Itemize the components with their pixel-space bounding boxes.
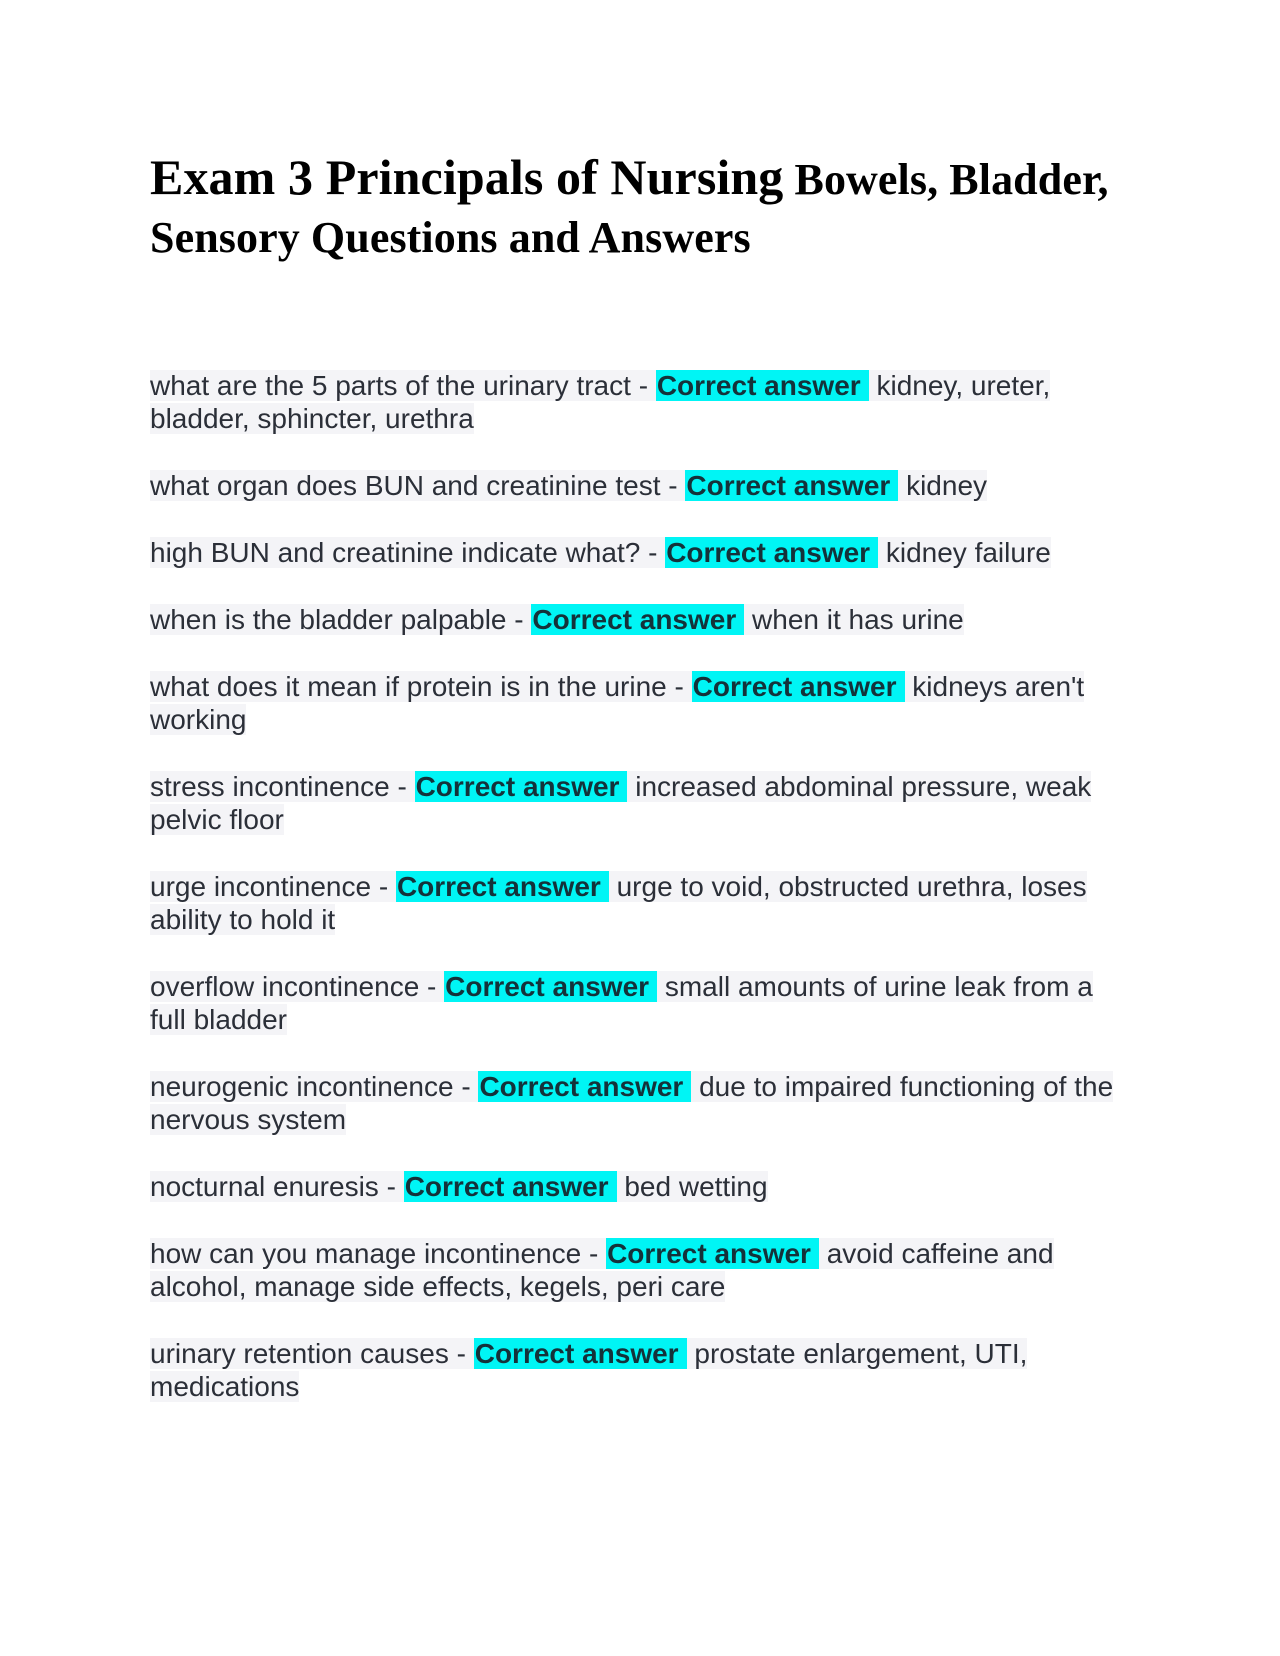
question-text: stress incontinence <box>150 771 390 802</box>
answer-text: small amounts of urine leak from a full bladder <box>150 971 1093 1035</box>
qa-item: when is the bladder palpable - Correct answer when it has urine <box>150 604 964 635</box>
qa-item: urinary retention causes - Correct answer prostate enlargement, UTI, medications <box>150 1338 1028 1402</box>
title-part-topic: Bowels, Bladder, <box>794 155 1109 204</box>
qa-list <box>150 369 1130 1403</box>
title-part-main: Exam 3 Principals of Nursing <box>150 149 784 205</box>
qa-item: overflow incontinence - Correct answer small amounts of urine leak from a full bladder <box>150 971 1093 1035</box>
question-text: what are the 5 parts of the urinary tract <box>150 370 631 401</box>
answer-text: due to impaired functioning of the nervous system <box>150 1071 1114 1135</box>
question-text: high BUN and creatinine indicate what? <box>150 537 641 568</box>
answer-text: kidney failure <box>885 537 1051 568</box>
correct-answer-label: Correct answer <box>692 671 905 702</box>
answer-text: urge to void, obstructed urethra, loses ability to hold it <box>150 871 1087 935</box>
qa-item: neurogenic incontinence - Correct answer due to impaired functioning of the nervous system <box>150 1071 1114 1135</box>
question-text: overflow incontinence <box>150 971 420 1002</box>
document-title <box>150 148 1130 267</box>
document-page <box>150 148 1130 1437</box>
correct-answer-label: Correct answer <box>531 604 744 635</box>
correct-answer-label: Correct answer <box>415 771 628 802</box>
question-text: what organ does BUN and creatinine test <box>150 470 661 501</box>
correct-answer-label: Correct answer <box>656 370 869 401</box>
answer-text: bed wetting <box>624 1171 768 1202</box>
question-text: urinary retention causes <box>150 1338 449 1369</box>
question-text: urge incontinence <box>150 871 372 902</box>
correct-answer-label: Correct answer <box>474 1338 687 1369</box>
qa-item: what organ does BUN and creatinine test - Correct answer kidney <box>150 470 988 501</box>
answer-text: when it has urine <box>752 604 964 635</box>
qa-item: what does it mean if protein is in the urine - Correct answer kidneys aren't working <box>150 671 1085 735</box>
answer-text: increased abdominal pressure, weak pelvic floor <box>150 771 1092 835</box>
qa-item: urge incontinence - Correct answer urge to void, obstructed urethra, loses ability to hold it <box>150 871 1087 935</box>
answer-text: kidneys aren't working <box>150 671 1085 735</box>
correct-answer-label: Correct answer <box>685 470 898 501</box>
qa-item: stress incontinence - Correct answer increased abdominal pressure, weak pelvic floor <box>150 771 1092 835</box>
answer-text: avoid caffeine and alcohol, manage side effects, kegels, peri care <box>150 1238 1054 1302</box>
answer-text: kidney, ureter, bladder, sphincter, urethra <box>150 370 1051 434</box>
question-text: what does it mean if protein is in the urine <box>150 671 667 702</box>
correct-answer-label: Correct answer <box>665 537 878 568</box>
correct-answer-label: Correct answer <box>606 1238 819 1269</box>
question-text: nocturnal enuresis <box>150 1171 379 1202</box>
answer-text: kidney <box>906 470 988 501</box>
question-text: how can you manage incontinence <box>150 1238 582 1269</box>
title-part-subtitle: Sensory Questions and Answers <box>150 213 751 262</box>
correct-answer-label: Correct answer <box>478 1071 691 1102</box>
question-text: when is the bladder palpable <box>150 604 507 635</box>
correct-answer-label: Correct answer <box>396 871 609 902</box>
qa-item: nocturnal enuresis - Correct answer bed wetting <box>150 1171 768 1202</box>
correct-answer-label: Correct answer <box>404 1171 617 1202</box>
question-text: neurogenic incontinence <box>150 1071 454 1102</box>
answer-text: prostate enlargement, UTI, medications <box>150 1338 1028 1402</box>
correct-answer-label: Correct answer <box>444 971 657 1002</box>
qa-item: what are the 5 parts of the urinary tract - Correct answer kidney, ureter, bladder, sphincter, urethra <box>150 370 1051 434</box>
qa-item: how can you manage incontinence - Correct answer avoid caffeine and alcohol, manage side effects, kegels, peri care <box>150 1238 1054 1302</box>
qa-item: high BUN and creatinine indicate what? - Correct answer kidney failure <box>150 537 1051 568</box>
